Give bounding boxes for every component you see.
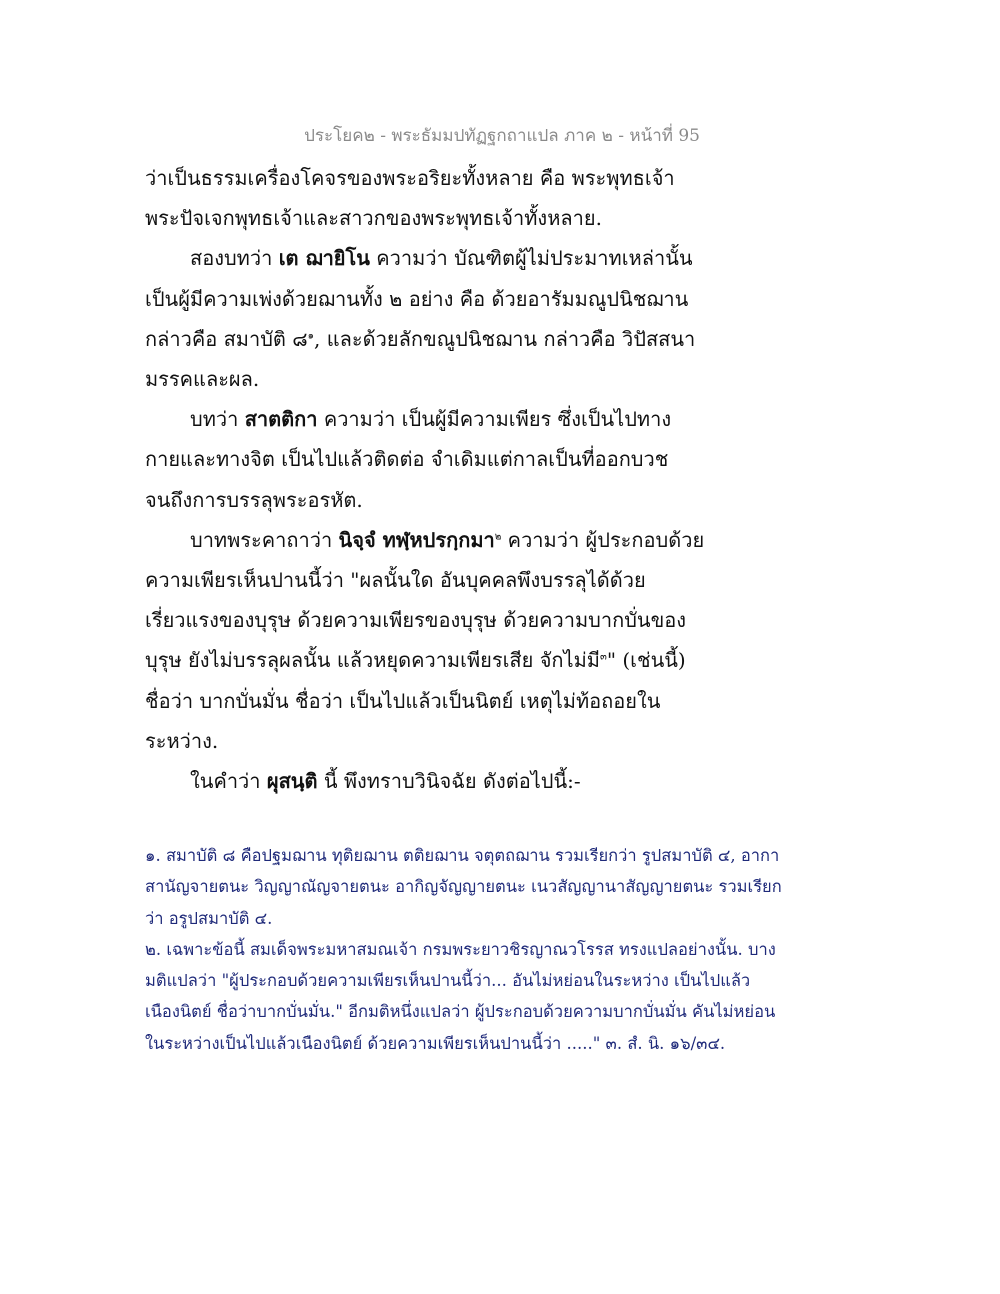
pali-term-te-jhayino: เต ฌายิโน [278, 246, 370, 271]
pali-term-satatika: สาตติกา [244, 407, 318, 432]
paragraph-3 [145, 399, 705, 520]
paragraph-3-lead: บทว่า [190, 407, 245, 432]
paragraph-3-text: ความว่า เป็นผู้มีความเพียร ซึ่งเป็นไปทางกายและทางจิต เป็นไปแล้วติดต่อ จำเดิมแต่กาลเป็นที่ออกบวชจนถึงการบรรลุพระอรหัต. [145, 407, 672, 512]
pali-term-niccam-dalhaparakkama: นิจฺจํ ทฬฺหปรกฺกมา [338, 527, 495, 552]
paragraph-5-lead: ในคำว่า [190, 769, 267, 794]
main-text [145, 158, 705, 801]
footnote-1: ๑. สมาบัติ ๘ คือปฐมฌาน ทุติยฌาน ตติยฌาน จตุตถฌาน รวมเรียกว่า รูปสมาบัติ ๔, อากาสานัญจายตนะ วิญญาณัญจายตนะ อากิญจัญญายตนะ เนวสัญญานาสัญญายตนะ รวมเรียกว่า อรูปสมาบัติ ๔. [145, 846, 782, 928]
paragraph-2-tail: , และด้วยลักขณูปนิชฌาน กล่าวคือ วิปัสสนา มรรคและผล. [145, 326, 696, 392]
paragraph-2-text: ความว่า บัณฑิตผู้ไม่ประมาทเหล่านั้นเป็นผู้มีความเพ่งด้วยฌานทั้ง ๒ อย่าง คือ ด้วยอารัมมณูปนิชฌาน กล่าวคือ สมาบัติ ๘ [145, 246, 693, 351]
paragraph-4-lead: บาทพระคาถาว่า [190, 527, 339, 552]
paragraph-5-text: นี้ พึงทราบวินิจฉัย ดังต่อไปนี้:- [317, 769, 581, 794]
running-header: ประโยค๒ - พระธัมมปทัฏฐกถาแปล ภาค ๒ - หน้าที่ 95 [304, 126, 700, 146]
footnotes [145, 840, 785, 1059]
paragraph-2 [145, 238, 705, 399]
pali-term-phusanti: ผุสนฺติ [266, 769, 318, 794]
footnote-ref-1: ๑ [307, 330, 315, 342]
footnote-ref-3: ๓ [599, 651, 607, 663]
paragraph-4-tail: " (เช่นนี้) ชื่อว่า บากบั่นมั่น ชื่อว่า เป็นไปแล้วเป็นนิตย์ เหตุไม่ท้อถอยในระหว่าง. [145, 648, 686, 753]
footnote-2: ๒. เฉพาะข้อนี้ สมเด็จพระมหาสมณเจ้า กรมพระยาวชิรญาณวโรรส ทรงแปลอย่างนั้น. บางมติแปลว่า "ผู้ประกอบด้วยความเพียรเห็นปานนี้ว่า... อันไม่หย่อนในระหว่าง เป็นไปแล้วเนืองนิตย์ ชื่อว่าบากบั่นมั่น." อีกมติหนึ่งแปลว่า ผู้ประกอบด้วยความบากบั่นมั่น คันไม่หย่อนในระหว่างเป็นไปแล้วเนืองนิตย์ ด้วยความเพียรเห็นปานนี้ว่า ....." ๓. สํ. นิ. ๑๖/๓๔. [145, 939, 776, 1053]
paragraph-4-text: ความว่า ผู้ประกอบด้วยความเพียรเห็นปานนี้ว่า "ผลนั้นใด อันบุคคลพึงบรรลุได้ด้วยเรี่ยวแรงของบุรุษ ด้วยความเพียรของบุรุษ ด้วยความบากบั่นของบุรุษ ยังไม่บรรลุผลนั้น แล้วหยุดความเพียรเสีย จักไม่มี [145, 527, 705, 673]
paragraph-5 [145, 761, 705, 801]
paragraph-4 [145, 520, 705, 761]
paragraph-1: ว่าเป็นธรรมเครื่องโคจรของพระอริยะทั้งหลาย คือ พระพุทธเจ้า พระปัจเจกพุทธเจ้าและสาวกของพระพุทธเจ้าทั้งหลาย. [145, 166, 675, 231]
paragraph-2-lead: สองบทว่า [190, 246, 279, 271]
footnote-ref-2: ๒ [494, 531, 502, 543]
